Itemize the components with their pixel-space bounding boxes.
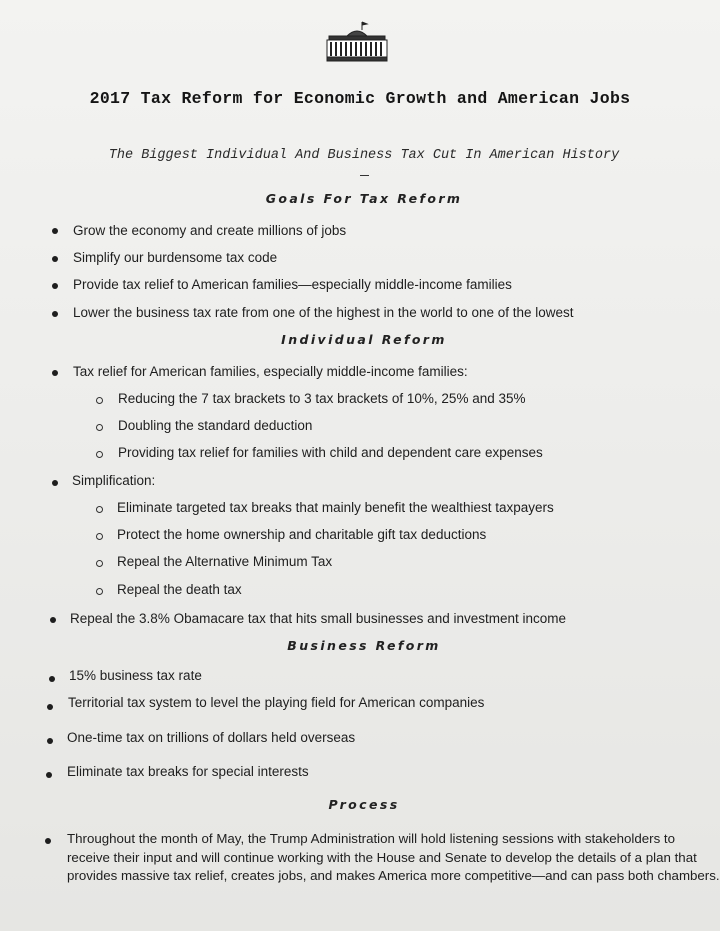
goals-heading: Goals For Tax Reform	[265, 191, 463, 206]
bullet-icon	[47, 704, 53, 710]
individual-sub-item: Eliminate targeted tax breaks that mainly benefit the wealthiest taxpayers	[117, 500, 554, 515]
process-paragraph	[67, 830, 720, 886]
individual-item: Tax relief for American families, especially middle-income families:	[73, 364, 468, 379]
goal-item: Provide tax relief to American families—especially middle-income families	[73, 277, 512, 292]
sub-bullet-icon	[96, 533, 103, 540]
business-item: One-time tax on trillions of dollars held overseas	[67, 730, 356, 745]
sub-bullet-icon	[96, 397, 103, 404]
process-line: receive their input and will continue working with the House and Senate to develop the details of a plan that	[67, 849, 697, 865]
business-item: Territorial tax system to level the playing field for American companies	[68, 695, 485, 710]
bullet-icon	[52, 228, 58, 234]
bullet-icon	[52, 370, 58, 376]
page-subtitle: The Biggest Individual And Business Tax Cut In American History	[108, 148, 620, 163]
bullet-icon	[52, 311, 58, 317]
business-item: 15% business tax rate	[69, 668, 202, 683]
bullet-icon	[45, 838, 51, 844]
bullet-icon	[49, 676, 55, 682]
bullet-icon	[52, 283, 58, 289]
individual-item: Simplification:	[72, 473, 156, 488]
individual-item: Repeal the 3.8% Obamacare tax that hits small businesses and investment income	[70, 611, 567, 626]
sub-bullet-icon	[96, 451, 103, 458]
business-heading: Business Reform	[287, 638, 441, 653]
individual-sub-item: Protect the home ownership and charitable gift tax deductions	[117, 527, 487, 542]
bullet-icon	[52, 480, 58, 486]
sub-bullet-icon	[96, 588, 103, 595]
bullet-icon	[50, 617, 56, 623]
white-house-logo-icon	[325, 20, 389, 62]
goal-item: Grow the economy and create millions of jobs	[73, 223, 347, 238]
sub-bullet-icon	[96, 506, 103, 513]
sub-bullet-icon	[96, 560, 103, 567]
process-line: Throughout the month of May, the Trump Administration will hold listening sessions with stakeholders to	[67, 831, 676, 846]
individual-heading: Individual Reform	[281, 332, 447, 347]
goal-item: Lower the business tax rate from one of the highest in the world to one of the lowest	[73, 305, 574, 320]
process-heading: Process	[328, 797, 400, 812]
individual-sub-item: Doubling the standard deduction	[118, 418, 313, 433]
page-title: 2017 Tax Reform for Economic Growth and American Jobs	[89, 89, 631, 108]
individual-sub-item: Reducing the 7 tax brackets to 3 tax brackets of 10%, 25% and 35%	[118, 391, 526, 406]
process-line: provides massive tax relief, creates jobs, and makes America more competitive—and can pass both chambers.	[67, 868, 720, 883]
goal-item: Simplify our burdensome tax code	[73, 250, 278, 265]
business-item: Eliminate tax breaks for special interests	[67, 764, 309, 779]
individual-sub-item: Repeal the death tax	[117, 582, 242, 597]
bullet-icon	[52, 256, 58, 262]
individual-sub-item: Providing tax relief for families with child and dependent care expenses	[118, 445, 543, 460]
divider	[360, 175, 369, 176]
bullet-icon	[47, 738, 53, 744]
sub-bullet-icon	[96, 424, 103, 431]
bullet-icon	[46, 772, 52, 778]
individual-sub-item: Repeal the Alternative Minimum Tax	[117, 554, 333, 569]
